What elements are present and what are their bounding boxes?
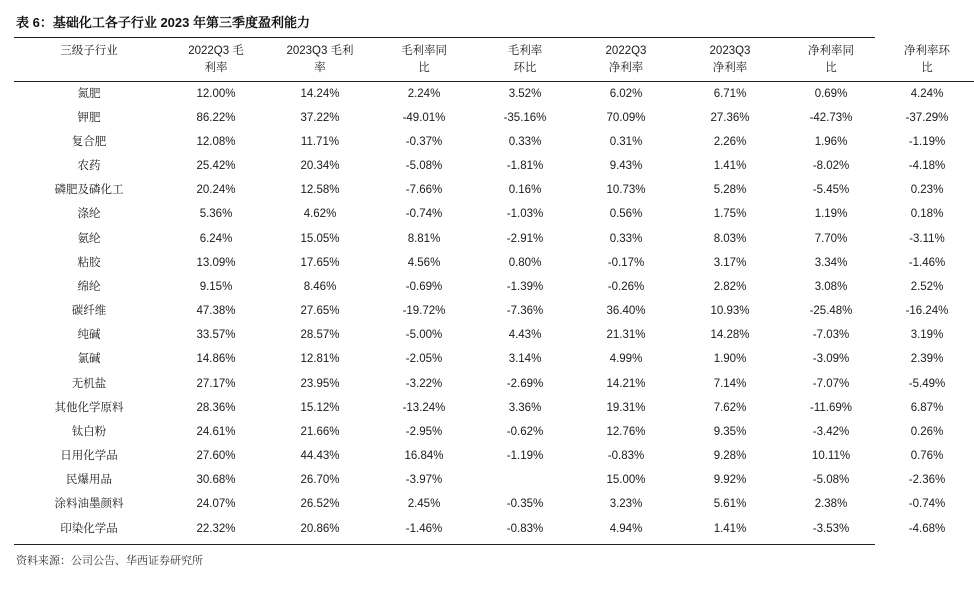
table-cell: 2.24% <box>407 87 441 100</box>
row-industry-name: 涂料油墨颜料 <box>54 498 124 511</box>
table-cell: 36.40% <box>606 305 646 318</box>
table-cell: -5.08% <box>405 160 443 173</box>
table-cell: 37.22% <box>300 111 340 124</box>
column-header-net-margin-yoy: 净利率同 比 <box>782 38 880 82</box>
row-industry-name: 无机盐 <box>71 377 107 390</box>
column-header-gross-margin-2022q3: 2022Q3 毛 利率 <box>164 38 268 82</box>
table-cell <box>476 469 574 493</box>
table-cell: 0.69% <box>814 87 848 100</box>
row-industry-name: 复合肥 <box>71 135 107 148</box>
table-cell: -4.68% <box>908 522 946 535</box>
row-industry-name: 日用化学品 <box>60 450 118 463</box>
table-cell: -3.11% <box>909 232 945 245</box>
table-row <box>14 469 974 493</box>
table-cell: -2.05% <box>405 353 443 366</box>
table-cell: -37.29% <box>905 111 949 124</box>
table-caption-text: 表 6：基础化工各子行业 2023 年第三季度盈利能力 <box>16 15 310 30</box>
table-cell: 14.21% <box>606 377 646 390</box>
table-cell: 28.57% <box>300 329 340 342</box>
table-cell: 47.38% <box>196 305 236 318</box>
table-row <box>14 107 974 131</box>
table-row <box>14 517 974 541</box>
table-cell: 9.43% <box>609 160 643 173</box>
table-cell: -4.18% <box>908 160 946 173</box>
row-industry-name: 氨纶 <box>77 232 101 245</box>
row-industry-name: 钛白粉 <box>71 425 107 438</box>
table-cell: -1.03% <box>506 208 544 221</box>
table-cell: -13.24% <box>402 401 446 414</box>
table-cell: 2.82% <box>713 280 747 293</box>
table-cell: 27.65% <box>300 305 340 318</box>
table-cell: 0.26% <box>910 425 944 438</box>
table-cell: 22.32% <box>196 522 236 535</box>
table-cell: 4.24% <box>910 87 944 100</box>
table-cell: -19.72% <box>402 305 446 318</box>
table-cell: 44.43% <box>300 450 340 463</box>
table-cell: 12.81% <box>300 353 340 366</box>
column-header-gross-margin-qoq: 毛利率 环比 <box>476 38 574 82</box>
column-header-net-margin-2023q3: 2023Q3 净利率 <box>678 38 782 82</box>
table-cell: -35.16% <box>503 111 547 124</box>
table-row <box>14 203 974 227</box>
row-industry-name: 磷肥及磷化工 <box>54 184 124 197</box>
table-cell: 6.02% <box>609 87 643 100</box>
table-cell: -11.69% <box>810 401 852 414</box>
table-cell: -0.74% <box>405 208 443 221</box>
table-cell: -1.19% <box>908 135 946 148</box>
table-cell: -7.07% <box>812 377 850 390</box>
table-cell: 12.00% <box>196 87 236 100</box>
table-cell: 7.62% <box>713 401 747 414</box>
table-cell: 13.09% <box>196 256 236 269</box>
table-cell: 4.94% <box>609 522 643 535</box>
table-cell: 9.35% <box>713 425 747 438</box>
table-header <box>14 38 974 82</box>
table-cell: 1.41% <box>713 160 747 173</box>
column-header-net-margin-qoq: 净利率环 比 <box>880 38 974 82</box>
table-cell: 0.31% <box>609 135 643 148</box>
table-cell: 26.70% <box>300 474 340 487</box>
table-cell: 0.56% <box>609 208 643 221</box>
table-cell: 4.62% <box>303 208 337 221</box>
table-cell: -0.62% <box>506 425 544 438</box>
row-industry-name: 农药 <box>77 160 101 173</box>
table-row <box>14 252 974 276</box>
table-cell: 3.19% <box>910 329 944 342</box>
table-cell: -7.66% <box>405 184 443 197</box>
table-row <box>14 324 974 348</box>
table-cell: -0.26% <box>607 280 645 293</box>
table-cell: 0.16% <box>508 184 542 197</box>
table-cell: 14.86% <box>196 353 236 366</box>
table-cell: 19.31% <box>606 401 646 414</box>
table-cell: -3.42% <box>812 425 850 438</box>
row-industry-name: 涤纶 <box>77 208 101 221</box>
table-cell: 1.19% <box>814 208 848 221</box>
table-cell: 21.31% <box>606 329 646 342</box>
table-cell: 2.26% <box>713 135 747 148</box>
table-cell: -8.02% <box>812 160 850 173</box>
table-cell: 27.36% <box>710 111 750 124</box>
table-cell: 27.60% <box>196 450 236 463</box>
table-cell: 9.28% <box>713 450 747 463</box>
table-cell: 11.71% <box>300 135 340 148</box>
table-cell: -0.83% <box>607 450 645 463</box>
table-cell: -0.83% <box>506 522 544 535</box>
table-cell: 1.90% <box>713 353 747 366</box>
row-industry-name: 纯碱 <box>77 329 101 342</box>
table-cell: -3.09% <box>812 353 850 366</box>
table-row <box>14 397 974 421</box>
table-cell: 10.93% <box>710 305 750 318</box>
table-cell: 0.33% <box>609 232 643 245</box>
table-cell: 5.61% <box>713 498 747 511</box>
table-cell: -3.97% <box>405 474 443 487</box>
table-cell: 24.07% <box>196 498 236 511</box>
table-cell: 5.28% <box>713 184 747 197</box>
table-cell: 10.11% <box>811 450 851 463</box>
table-cell: 27.17% <box>196 377 236 390</box>
table-cell: 8.03% <box>713 232 747 245</box>
table-cell: 20.24% <box>196 184 236 197</box>
table-cell: 3.08% <box>814 280 848 293</box>
table-cell: 26.52% <box>300 498 340 511</box>
row-industry-name: 粘胶 <box>77 256 101 269</box>
table-cell: 0.76% <box>910 450 944 463</box>
row-industry-name: 民爆用品 <box>66 474 112 487</box>
table-cell: 5.36% <box>199 208 233 221</box>
table-header-row <box>14 38 974 82</box>
table-cell: 24.61% <box>196 425 236 438</box>
table-cell: 15.05% <box>300 232 340 245</box>
row-industry-name: 氮肥 <box>77 87 101 100</box>
table-cell: 3.23% <box>609 498 643 511</box>
table-cell: -42.73% <box>809 111 853 124</box>
table-cell: 16.84% <box>404 450 444 463</box>
table-cell: -1.39% <box>506 280 544 293</box>
column-header-industry: 三级子行业 <box>14 38 164 82</box>
table-caption <box>14 10 875 37</box>
table-cell: -0.17% <box>607 256 645 269</box>
table-cell: 86.22% <box>196 111 236 124</box>
table-cell: -5.08% <box>812 474 850 487</box>
table-row <box>14 445 974 469</box>
table-cell: 3.14% <box>508 353 542 366</box>
table-cell: -5.45% <box>812 184 850 197</box>
table-row <box>14 300 974 324</box>
column-header-gross-margin-2023q3: 2023Q3 毛利 率 <box>268 38 372 82</box>
table-cell: 9.15% <box>199 280 233 293</box>
table-cell: 70.09% <box>606 111 646 124</box>
table-cell: -2.91% <box>506 232 544 245</box>
table-cell: 6.71% <box>713 87 747 100</box>
row-industry-name: 印染化学品 <box>60 522 118 535</box>
table-cell: -2.69% <box>506 377 544 390</box>
table-cell: 0.80% <box>508 256 542 269</box>
table-cell: 6.87% <box>910 401 944 414</box>
row-industry-name: 绵纶 <box>77 280 101 293</box>
table-row <box>14 348 974 372</box>
table-cell: 14.24% <box>300 87 340 100</box>
table-row <box>14 493 974 517</box>
table-cell: 33.57% <box>196 329 236 342</box>
table-cell: 4.56% <box>407 256 441 269</box>
row-industry-name: 碳纤维 <box>71 305 107 318</box>
table-cell: -5.00% <box>405 329 443 342</box>
table-cell: 2.39% <box>910 353 944 366</box>
table-cell: 21.66% <box>300 425 340 438</box>
table-cell: -5.49% <box>908 377 946 390</box>
table-body <box>14 82 974 542</box>
table-cell: 17.65% <box>300 256 340 269</box>
table-cell: 6.24% <box>199 232 233 245</box>
table-row <box>14 421 974 445</box>
table-cell: 4.99% <box>609 353 643 366</box>
table-cell: -7.03% <box>812 329 850 342</box>
table-cell: 8.81% <box>407 232 441 245</box>
table-cell: 25.42% <box>196 160 236 173</box>
table-cell: 2.38% <box>814 498 848 511</box>
table-source-note: 资料来源：公司公告、华西证券研究所 <box>16 554 203 567</box>
table-row <box>14 131 974 155</box>
row-industry-name: 其他化学原料 <box>54 401 124 414</box>
table-cell: -0.35% <box>506 498 544 511</box>
table-cell: 9.92% <box>713 474 747 487</box>
table-cell: 30.68% <box>196 474 236 487</box>
table-cell: 12.08% <box>196 135 236 148</box>
table-cell: 3.52% <box>508 87 542 100</box>
table-cell: 1.75% <box>713 208 747 221</box>
table-cell: -3.53% <box>812 522 850 535</box>
table-cell: 15.00% <box>606 474 646 487</box>
table-cell: 2.45% <box>407 498 441 511</box>
table-cell: 15.12% <box>300 401 340 414</box>
row-industry-name: 钾肥 <box>77 111 101 124</box>
profitability-table <box>14 38 974 542</box>
table-cell: -2.95% <box>405 425 443 438</box>
table-cell: 12.76% <box>606 425 646 438</box>
table-cell: -1.46% <box>908 256 946 269</box>
table-cell: 2.52% <box>910 280 944 293</box>
table-cell: 0.33% <box>508 135 542 148</box>
table-cell: 1.96% <box>814 135 848 148</box>
table-cell: 10.73% <box>606 184 646 197</box>
table-cell: 20.86% <box>300 522 340 535</box>
table-cell: 3.17% <box>713 256 747 269</box>
table-row <box>14 276 974 300</box>
table-cell: -7.36% <box>506 305 544 318</box>
table-row <box>14 82 974 107</box>
table-cell: 8.46% <box>303 280 337 293</box>
table-cell: 28.36% <box>196 401 236 414</box>
table-cell: -1.81% <box>506 160 544 173</box>
table-cell: 20.34% <box>300 160 340 173</box>
table-row <box>14 227 974 251</box>
table-cell: -0.74% <box>908 498 946 511</box>
row-industry-name: 氯碱 <box>77 353 101 366</box>
table-cell: -25.48% <box>809 305 853 318</box>
table-cell: -0.69% <box>405 280 443 293</box>
table-cell: 3.34% <box>814 256 848 269</box>
table-cell: -49.01% <box>402 111 446 124</box>
table-cell: -1.19% <box>506 450 544 463</box>
table-cell: -16.24% <box>905 305 949 318</box>
table-row <box>14 372 974 396</box>
table-cell: 4.43% <box>508 329 542 342</box>
table-cell: 14.28% <box>710 329 750 342</box>
table-row <box>14 179 974 203</box>
column-header-net-margin-2022q3: 2022Q3 净利率 <box>574 38 678 82</box>
table-cell: 7.70% <box>814 232 848 245</box>
table-cell: -3.22% <box>405 377 443 390</box>
table-cell: 7.14% <box>713 377 747 390</box>
table-cell: 3.36% <box>508 401 542 414</box>
column-header-gross-margin-yoy: 毛利率同 比 <box>372 38 476 82</box>
table-cell: 12.58% <box>300 184 340 197</box>
table-cell: 0.18% <box>910 208 944 221</box>
table-row <box>14 155 974 179</box>
table-cell: -0.37% <box>405 135 443 148</box>
table-cell: -1.46% <box>405 522 443 535</box>
table-cell: 0.23% <box>910 184 944 197</box>
table-cell: -2.36% <box>908 474 946 487</box>
table-cell: 23.95% <box>300 377 340 390</box>
table-cell: 1.41% <box>713 522 747 535</box>
